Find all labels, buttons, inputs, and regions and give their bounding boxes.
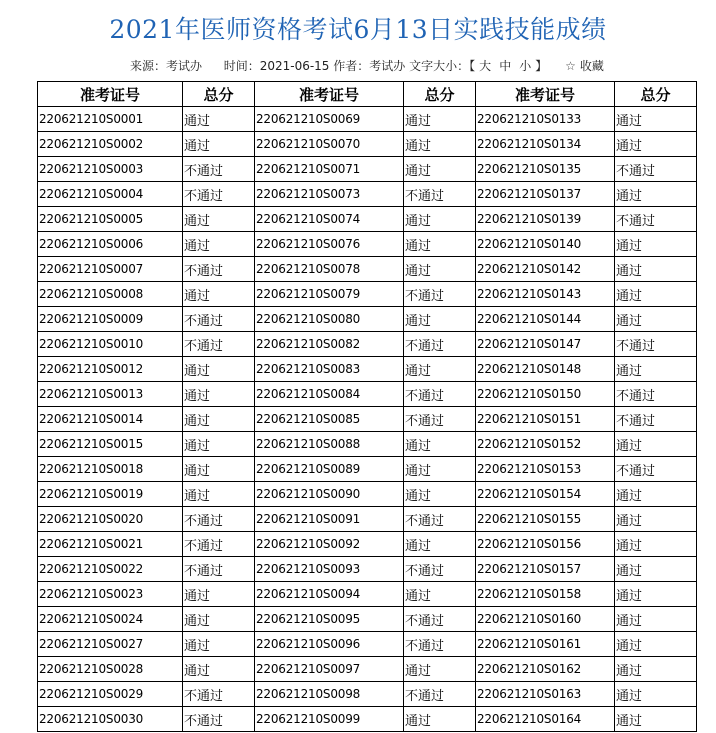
score-cell: 通过 bbox=[183, 607, 255, 632]
exam-id-cell: 220621210S0143 bbox=[476, 282, 615, 307]
exam-id-cell: 220621210S0095 bbox=[255, 607, 404, 632]
score-cell: 通过 bbox=[615, 232, 697, 257]
table-row bbox=[38, 307, 697, 332]
exam-id-cell: 220621210S0028 bbox=[38, 657, 183, 682]
exam-id-cell: 220621210S0135 bbox=[476, 157, 615, 182]
score-cell: 不通过 bbox=[404, 507, 476, 532]
column-header-score: 总分 bbox=[615, 82, 697, 107]
score-cell: 通过 bbox=[615, 632, 697, 657]
exam-id-cell: 220621210S0156 bbox=[476, 532, 615, 557]
exam-id-cell: 220621210S0002 bbox=[38, 132, 183, 157]
favorite-link[interactable]: 收藏 bbox=[579, 59, 604, 73]
column-header-exam-id: 准考证号 bbox=[255, 82, 404, 107]
score-cell: 通过 bbox=[615, 357, 697, 382]
score-cell: 通过 bbox=[615, 507, 697, 532]
exam-id-cell: 220621210S0093 bbox=[255, 557, 404, 582]
exam-id-cell: 220621210S0084 bbox=[255, 382, 404, 407]
exam-id-cell: 220621210S0079 bbox=[255, 282, 404, 307]
exam-id-cell: 220621210S0076 bbox=[255, 232, 404, 257]
exam-id-cell: 220621210S0088 bbox=[255, 432, 404, 457]
score-cell: 通过 bbox=[183, 482, 255, 507]
exam-id-cell: 220621210S0158 bbox=[476, 582, 615, 607]
exam-id-cell: 220621210S0073 bbox=[255, 182, 404, 207]
column-header-score: 总分 bbox=[183, 82, 255, 107]
exam-id-cell: 220621210S0021 bbox=[38, 532, 183, 557]
exam-id-cell: 220621210S0020 bbox=[38, 507, 183, 532]
score-cell: 通过 bbox=[404, 532, 476, 557]
exam-id-cell: 220621210S0009 bbox=[38, 307, 183, 332]
font-size-small-link[interactable]: 小 bbox=[519, 59, 532, 73]
exam-id-cell: 220621210S0074 bbox=[255, 207, 404, 232]
exam-id-cell: 220621210S0094 bbox=[255, 582, 404, 607]
results-table bbox=[37, 81, 697, 732]
table-row bbox=[38, 132, 697, 157]
score-cell: 通过 bbox=[404, 232, 476, 257]
score-cell: 通过 bbox=[183, 207, 255, 232]
exam-id-cell: 220621210S0083 bbox=[255, 357, 404, 382]
exam-id-cell: 220621210S0155 bbox=[476, 507, 615, 532]
table-row bbox=[38, 207, 697, 232]
exam-id-cell: 220621210S0015 bbox=[38, 432, 183, 457]
exam-id-cell: 220621210S0018 bbox=[38, 457, 183, 482]
score-cell: 通过 bbox=[183, 657, 255, 682]
score-cell: 不通过 bbox=[404, 332, 476, 357]
table-body bbox=[38, 107, 697, 732]
score-cell: 不通过 bbox=[404, 557, 476, 582]
score-cell: 通过 bbox=[615, 182, 697, 207]
exam-id-cell: 220621210S0164 bbox=[476, 707, 615, 732]
time-label: 时间： bbox=[223, 59, 260, 73]
score-cell: 通过 bbox=[183, 457, 255, 482]
score-cell: 通过 bbox=[615, 582, 697, 607]
exam-id-cell: 220621210S0029 bbox=[38, 682, 183, 707]
score-cell: 不通过 bbox=[183, 682, 255, 707]
exam-id-cell: 220621210S0004 bbox=[38, 182, 183, 207]
table-row bbox=[38, 557, 697, 582]
score-cell: 通过 bbox=[183, 107, 255, 132]
column-header-exam-id: 准考证号 bbox=[38, 82, 183, 107]
exam-id-cell: 220621210S0089 bbox=[255, 457, 404, 482]
exam-id-cell: 220621210S0091 bbox=[255, 507, 404, 532]
score-cell: 不通过 bbox=[404, 382, 476, 407]
score-cell: 通过 bbox=[404, 482, 476, 507]
exam-id-cell: 220621210S0005 bbox=[38, 207, 183, 232]
exam-id-cell: 220621210S0157 bbox=[476, 557, 615, 582]
column-header-score: 总分 bbox=[404, 82, 476, 107]
table-row bbox=[38, 632, 697, 657]
score-cell: 不通过 bbox=[183, 182, 255, 207]
score-cell: 不通过 bbox=[404, 282, 476, 307]
score-cell: 通过 bbox=[615, 432, 697, 457]
score-cell: 通过 bbox=[183, 632, 255, 657]
score-cell: 通过 bbox=[615, 482, 697, 507]
exam-id-cell: 220621210S0024 bbox=[38, 607, 183, 632]
exam-id-cell: 220621210S0082 bbox=[255, 332, 404, 357]
score-cell: 不通过 bbox=[615, 382, 697, 407]
exam-id-cell: 220621210S0010 bbox=[38, 332, 183, 357]
score-cell: 通过 bbox=[615, 107, 697, 132]
score-cell: 通过 bbox=[615, 532, 697, 557]
exam-id-cell: 220621210S0144 bbox=[476, 307, 615, 332]
star-outline-icon[interactable]: ☆ bbox=[565, 59, 576, 73]
table-row bbox=[38, 382, 697, 407]
source-value: 考试办 bbox=[166, 59, 203, 73]
score-cell: 不通过 bbox=[183, 707, 255, 732]
exam-id-cell: 220621210S0030 bbox=[38, 707, 183, 732]
score-cell: 不通过 bbox=[404, 182, 476, 207]
font-size-selector bbox=[469, 59, 547, 73]
exam-id-cell: 220621210S0150 bbox=[476, 382, 615, 407]
bracket-open: 【 bbox=[469, 59, 476, 73]
exam-id-cell: 220621210S0019 bbox=[38, 482, 183, 507]
score-cell: 通过 bbox=[404, 357, 476, 382]
score-cell: 通过 bbox=[183, 357, 255, 382]
table-row bbox=[38, 532, 697, 557]
table-row bbox=[38, 432, 697, 457]
table-row bbox=[38, 507, 697, 532]
exam-id-cell: 220621210S0148 bbox=[476, 357, 615, 382]
score-cell: 不通过 bbox=[183, 507, 255, 532]
font-size-large-link[interactable]: 大 bbox=[479, 59, 492, 73]
score-cell: 不通过 bbox=[183, 257, 255, 282]
exam-id-cell: 220621210S0071 bbox=[255, 157, 404, 182]
exam-id-cell: 220621210S0023 bbox=[38, 582, 183, 607]
score-cell: 不通过 bbox=[615, 457, 697, 482]
exam-id-cell: 220621210S0154 bbox=[476, 482, 615, 507]
table-row bbox=[38, 107, 697, 132]
exam-id-cell: 220621210S0099 bbox=[255, 707, 404, 732]
score-cell: 通过 bbox=[404, 707, 476, 732]
score-cell: 通过 bbox=[615, 132, 697, 157]
table-row bbox=[38, 332, 697, 357]
table-row bbox=[38, 607, 697, 632]
score-cell: 不通过 bbox=[183, 307, 255, 332]
score-cell: 不通过 bbox=[615, 157, 697, 182]
exam-id-cell: 220621210S0069 bbox=[255, 107, 404, 132]
table-row bbox=[38, 457, 697, 482]
page-title: 2021年医师资格考试6月13日实践技能成绩 bbox=[109, 15, 607, 44]
score-cell: 通过 bbox=[404, 657, 476, 682]
score-cell: 通过 bbox=[183, 132, 255, 157]
score-cell: 通过 bbox=[404, 457, 476, 482]
score-cell: 通过 bbox=[615, 607, 697, 632]
score-cell: 不通过 bbox=[404, 607, 476, 632]
exam-id-cell: 220621210S0151 bbox=[476, 407, 615, 432]
exam-id-cell: 220621210S0142 bbox=[476, 257, 615, 282]
author-value: 考试办 bbox=[369, 59, 406, 73]
score-cell: 通过 bbox=[615, 707, 697, 732]
table-row bbox=[38, 657, 697, 682]
exam-id-cell: 220621210S0003 bbox=[38, 157, 183, 182]
table-row bbox=[38, 407, 697, 432]
exam-id-cell: 220621210S0134 bbox=[476, 132, 615, 157]
exam-id-cell: 220621210S0161 bbox=[476, 632, 615, 657]
score-cell: 通过 bbox=[183, 407, 255, 432]
column-header-exam-id: 准考证号 bbox=[476, 82, 615, 107]
exam-id-cell: 220621210S0008 bbox=[38, 282, 183, 307]
table-row bbox=[38, 482, 697, 507]
exam-id-cell: 220621210S0022 bbox=[38, 557, 183, 582]
exam-id-cell: 220621210S0092 bbox=[255, 532, 404, 557]
exam-id-cell: 220621210S0162 bbox=[476, 657, 615, 682]
exam-id-cell: 220621210S0080 bbox=[255, 307, 404, 332]
author-label: 作者： bbox=[333, 59, 370, 73]
score-cell: 不通过 bbox=[615, 332, 697, 357]
score-cell: 通过 bbox=[183, 582, 255, 607]
score-cell: 通过 bbox=[615, 657, 697, 682]
exam-id-cell: 220621210S0152 bbox=[476, 432, 615, 457]
exam-id-cell: 220621210S0012 bbox=[38, 357, 183, 382]
exam-id-cell: 220621210S0160 bbox=[476, 607, 615, 632]
exam-id-cell: 220621210S0147 bbox=[476, 332, 615, 357]
score-cell: 通过 bbox=[404, 432, 476, 457]
score-cell: 通过 bbox=[183, 282, 255, 307]
table-row bbox=[38, 707, 697, 732]
exam-id-cell: 220621210S0070 bbox=[255, 132, 404, 157]
table-header-row bbox=[38, 82, 697, 107]
score-cell: 通过 bbox=[404, 582, 476, 607]
time-value: 2021-06-15 bbox=[259, 59, 330, 73]
score-cell: 通过 bbox=[404, 257, 476, 282]
score-cell: 通过 bbox=[404, 107, 476, 132]
score-cell: 不通过 bbox=[183, 332, 255, 357]
exam-id-cell: 220621210S0140 bbox=[476, 232, 615, 257]
exam-id-cell: 220621210S0096 bbox=[255, 632, 404, 657]
exam-id-cell: 220621210S0014 bbox=[38, 407, 183, 432]
score-cell: 通过 bbox=[404, 132, 476, 157]
table-row bbox=[38, 182, 697, 207]
table-row bbox=[38, 282, 697, 307]
score-cell: 不通过 bbox=[404, 682, 476, 707]
score-cell: 不通过 bbox=[404, 632, 476, 657]
exam-id-cell: 220621210S0133 bbox=[476, 107, 615, 132]
score-cell: 通过 bbox=[615, 307, 697, 332]
score-cell: 通过 bbox=[615, 557, 697, 582]
exam-id-cell: 220621210S0137 bbox=[476, 182, 615, 207]
score-cell: 通过 bbox=[404, 207, 476, 232]
score-cell: 不通过 bbox=[183, 557, 255, 582]
article-meta bbox=[130, 57, 604, 74]
score-cell: 不通过 bbox=[183, 532, 255, 557]
score-cell: 通过 bbox=[404, 307, 476, 332]
exam-id-cell: 220621210S0006 bbox=[38, 232, 183, 257]
score-cell: 不通过 bbox=[615, 407, 697, 432]
source-label: 来源： bbox=[130, 59, 167, 73]
exam-id-cell: 220621210S0027 bbox=[38, 632, 183, 657]
score-cell: 通过 bbox=[183, 232, 255, 257]
exam-id-cell: 220621210S0007 bbox=[38, 257, 183, 282]
exam-id-cell: 220621210S0085 bbox=[255, 407, 404, 432]
exam-id-cell: 220621210S0153 bbox=[476, 457, 615, 482]
table-row bbox=[38, 232, 697, 257]
score-cell: 通过 bbox=[615, 257, 697, 282]
exam-id-cell: 220621210S0090 bbox=[255, 482, 404, 507]
font-size-medium-link[interactable]: 中 bbox=[499, 59, 512, 73]
score-cell: 通过 bbox=[183, 432, 255, 457]
font-size-label: 文字大小： bbox=[409, 59, 470, 73]
score-cell: 通过 bbox=[183, 382, 255, 407]
exam-id-cell: 220621210S0097 bbox=[255, 657, 404, 682]
exam-id-cell: 220621210S0163 bbox=[476, 682, 615, 707]
table-row bbox=[38, 157, 697, 182]
exam-id-cell: 220621210S0001 bbox=[38, 107, 183, 132]
score-cell: 不通过 bbox=[183, 157, 255, 182]
table-row bbox=[38, 582, 697, 607]
table-row bbox=[38, 357, 697, 382]
score-cell: 通过 bbox=[615, 682, 697, 707]
score-cell: 不通过 bbox=[615, 207, 697, 232]
bracket-close: 】 bbox=[535, 59, 548, 73]
table-row bbox=[38, 682, 697, 707]
score-cell: 不通过 bbox=[404, 407, 476, 432]
table-row bbox=[38, 257, 697, 282]
exam-id-cell: 220621210S0078 bbox=[255, 257, 404, 282]
exam-id-cell: 220621210S0139 bbox=[476, 207, 615, 232]
exam-id-cell: 220621210S0098 bbox=[255, 682, 404, 707]
score-cell: 通过 bbox=[404, 157, 476, 182]
exam-id-cell: 220621210S0013 bbox=[38, 382, 183, 407]
score-cell: 通过 bbox=[615, 282, 697, 307]
